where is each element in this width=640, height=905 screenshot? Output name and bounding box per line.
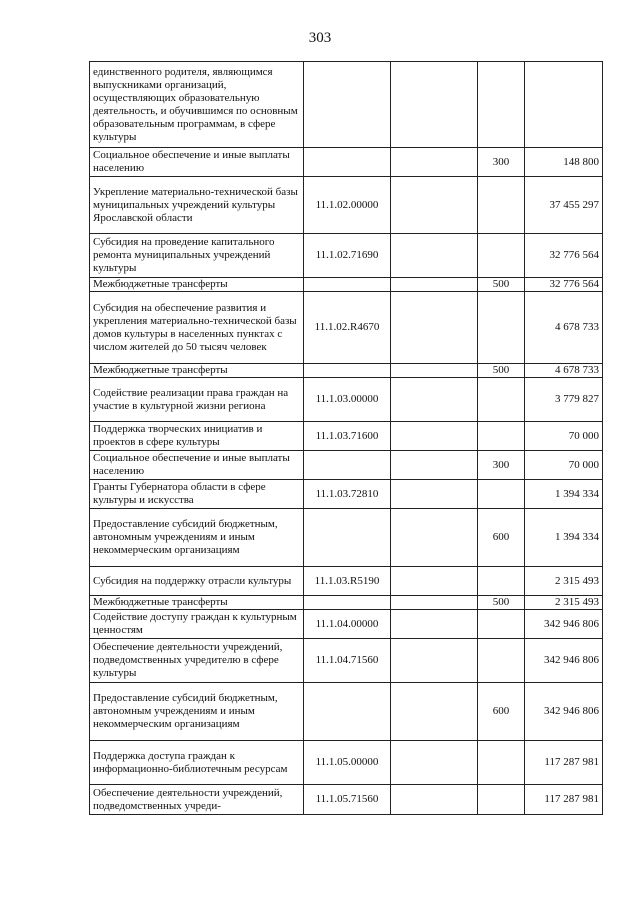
table-row: [90, 741, 603, 785]
extra-cell: [391, 509, 478, 567]
item-name: Поддержка доступа граждан к информационно-библиотечным ресурсам: [90, 741, 304, 785]
table-row: [90, 278, 603, 292]
expense-type: 300: [478, 148, 525, 177]
table-row: [90, 596, 603, 610]
target-code: 11.1.03.71600: [304, 422, 391, 451]
expense-type: [478, 480, 525, 509]
table-row: [90, 567, 603, 596]
extra-cell: [391, 785, 478, 815]
amount: 117 287 981: [525, 785, 603, 815]
amount: 37 455 297: [525, 177, 603, 234]
target-code: [304, 278, 391, 292]
target-code: 11.1.02.00000: [304, 177, 391, 234]
target-code: 11.1.02.R4670: [304, 292, 391, 364]
table-row: [90, 364, 603, 378]
item-name: Обеспечение деятельности учреждений, подведомственных учреди-: [90, 785, 304, 815]
expense-type: 500: [478, 596, 525, 610]
table-row: [90, 62, 603, 148]
extra-cell: [391, 177, 478, 234]
target-code: 11.1.03.72810: [304, 480, 391, 509]
extra-cell: [391, 364, 478, 378]
target-code: 11.1.04.00000: [304, 610, 391, 639]
table-row: [90, 509, 603, 567]
expense-type: [478, 741, 525, 785]
table-row: [90, 292, 603, 364]
table-row: [90, 234, 603, 278]
item-name: Предоставление субсидий бюджетным, автономным учреждениям и иным некоммерческим организациям: [90, 509, 304, 567]
item-name: Поддержка творческих инициатив и проектов в сфере культуры: [90, 422, 304, 451]
target-code: 11.1.05.00000: [304, 741, 391, 785]
extra-cell: [391, 683, 478, 741]
extra-cell: [391, 596, 478, 610]
table-row: [90, 177, 603, 234]
amount: 117 287 981: [525, 741, 603, 785]
extra-cell: [391, 567, 478, 596]
page-number: 303: [308, 30, 332, 46]
amount: 70 000: [525, 451, 603, 480]
item-name: Укрепление материально-технической базы муниципальных учреждений культуры Ярославской области: [90, 177, 304, 234]
target-code: 11.1.05.71560: [304, 785, 391, 815]
table-row: [90, 785, 603, 815]
item-name: Содействие доступу граждан к культурным ценностям: [90, 610, 304, 639]
extra-cell: [391, 610, 478, 639]
amount: 4 678 733: [525, 292, 603, 364]
expense-type: [478, 177, 525, 234]
item-name: Субсидия на поддержку отрасли культуры: [90, 567, 304, 596]
amount: [525, 62, 603, 148]
expense-type: 500: [478, 278, 525, 292]
item-name: Предоставление субсидий бюджетным, автономным учреждениям и иным некоммерческим организациям: [90, 683, 304, 741]
target-code: 11.1.03.00000: [304, 378, 391, 422]
amount: 2 315 493: [525, 596, 603, 610]
amount: 4 678 733: [525, 364, 603, 378]
amount: 32 776 564: [525, 234, 603, 278]
table-row: [90, 480, 603, 509]
expense-type: [478, 610, 525, 639]
budget-table: [89, 61, 603, 815]
target-code: [304, 148, 391, 177]
expense-type: [478, 62, 525, 148]
target-code: 11.1.04.71560: [304, 639, 391, 683]
expense-type: [478, 422, 525, 451]
extra-cell: [391, 378, 478, 422]
extra-cell: [391, 741, 478, 785]
extra-cell: [391, 639, 478, 683]
expense-type: [478, 292, 525, 364]
table-row: [90, 610, 603, 639]
target-code: [304, 509, 391, 567]
amount: 2 315 493: [525, 567, 603, 596]
amount: 3 779 827: [525, 378, 603, 422]
table-row: [90, 639, 603, 683]
expense-type: 600: [478, 509, 525, 567]
item-name: Содействие реализации права граждан на участие в культурной жизни региона: [90, 378, 304, 422]
expense-type: [478, 785, 525, 815]
target-code: [304, 364, 391, 378]
amount: 1 394 334: [525, 480, 603, 509]
item-name: единственного родителя, являющимся выпускниками организаций, осуществляющих образовательную деятельность, и обучившимся по основным образовательным программам, в сфере культуры: [90, 62, 304, 148]
amount: 148 800: [525, 148, 603, 177]
amount: 342 946 806: [525, 610, 603, 639]
item-name: Субсидия на обеспечение развития и укрепления материально-технической базы домов культуры в населенных пунктах с числом жителей до 50 тысяч человек: [90, 292, 304, 364]
amount: 32 776 564: [525, 278, 603, 292]
expense-type: 500: [478, 364, 525, 378]
item-name: Обеспечение деятельности учреждений, подведомственных учредителю в сфере культуры: [90, 639, 304, 683]
table-row: [90, 422, 603, 451]
item-name: Межбюджетные трансферты: [90, 278, 304, 292]
amount: 70 000: [525, 422, 603, 451]
amount: 342 946 806: [525, 639, 603, 683]
item-name: Социальное обеспечение и иные выплаты населению: [90, 451, 304, 480]
extra-cell: [391, 234, 478, 278]
table-row: [90, 683, 603, 741]
extra-cell: [391, 62, 478, 148]
target-code: [304, 683, 391, 741]
extra-cell: [391, 451, 478, 480]
extra-cell: [391, 480, 478, 509]
item-name: Субсидия на проведение капитального ремонта муниципальных учреждений культуры: [90, 234, 304, 278]
extra-cell: [391, 278, 478, 292]
expense-type: 300: [478, 451, 525, 480]
extra-cell: [391, 292, 478, 364]
item-name: Социальное обеспечение и иные выплаты населению: [90, 148, 304, 177]
target-code: 11.1.03.R5190: [304, 567, 391, 596]
expense-type: [478, 639, 525, 683]
item-name: Гранты Губернатора области в сфере культуры и искусства: [90, 480, 304, 509]
expense-type: [478, 234, 525, 278]
target-code: [304, 596, 391, 610]
item-name: Межбюджетные трансферты: [90, 364, 304, 378]
table-row: [90, 451, 603, 480]
table-row: [90, 378, 603, 422]
amount: 1 394 334: [525, 509, 603, 567]
target-code: [304, 62, 391, 148]
expense-type: [478, 567, 525, 596]
expense-type: 600: [478, 683, 525, 741]
table-row: [90, 148, 603, 177]
target-code: [304, 451, 391, 480]
extra-cell: [391, 422, 478, 451]
expense-type: [478, 378, 525, 422]
extra-cell: [391, 148, 478, 177]
item-name: Межбюджетные трансферты: [90, 596, 304, 610]
amount: 342 946 806: [525, 683, 603, 741]
target-code: 11.1.02.71690: [304, 234, 391, 278]
